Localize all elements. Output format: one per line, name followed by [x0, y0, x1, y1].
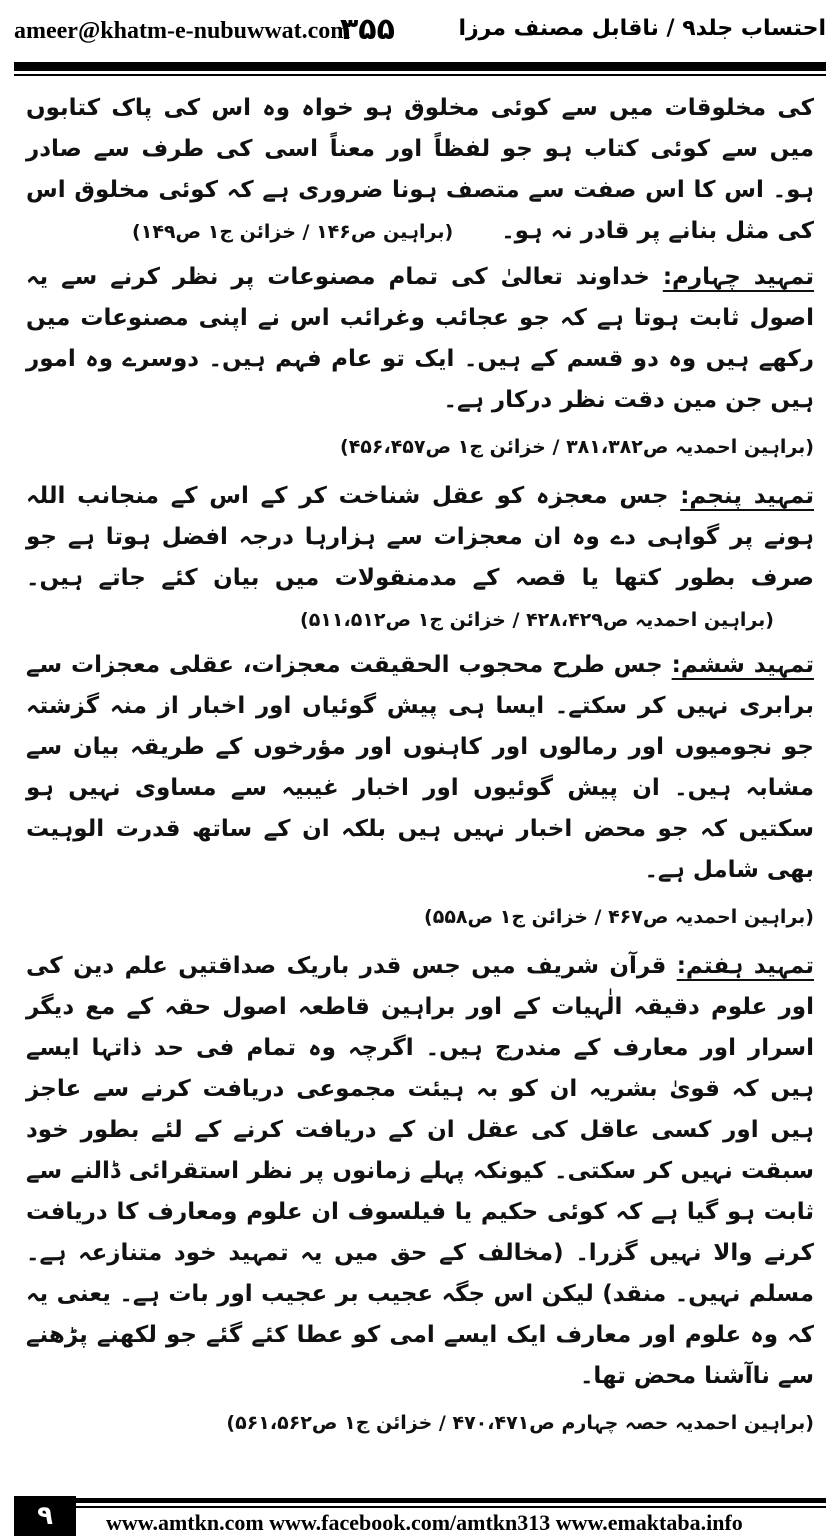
section-heading: تمہید پنجم:	[680, 483, 814, 509]
header-rule-thick	[14, 62, 826, 71]
reference-citation: (براہین احمدیہ ص۳۸۱،۳۸۲ / خزائن ج۱ ص۴۵۶،۴۵۷)	[340, 436, 814, 458]
paragraph-text: جس طرح محجوب الحقیقت معجزات، عقلی معجزات سے برابری نہیں کر سکتے۔ ایسا ہی پیش گوئیاں اور اخبار از منہ گزشتہ جو نجومیوں اور رمالوں اور کاہنوں اور مؤرخوں کے طریقہ بیان سے مشابہ ہیں۔ ان پیش گوئیوں اور اخبار غیبیہ سے مساوی نہیں ہو سکتیں کہ جو محض اخبار نہیں ہیں بلکہ ان کے ساتھ قدرت الوہیت بھی شامل ہے۔	[26, 652, 814, 883]
footer-page-number: ۹	[14, 1496, 76, 1536]
paragraph-continuation	[26, 88, 814, 253]
paragraph-tamheed-7	[26, 946, 814, 1397]
section-heading: تمہید ششم:	[671, 652, 814, 678]
section-heading: تمہید ہفتم:	[676, 953, 814, 979]
paragraph-text: جس معجزہ کو عقل شناخت کر کے اس کے منجانب اللہ ہونے پر گواہی دے وہ ان معجزات سے ہزارہا درجہ افضل ہوتا ہے جو صرف بطور کتھا یا قصہ کے مدمنقولات میں بیان کئے جاتے ہیں۔	[26, 483, 814, 591]
footer-urls: www.amtkn.com www.facebook.com/amtkn313 www.emaktaba.info	[106, 1510, 743, 1535]
header-email: ameer@khatm-e-nubuwwat.com	[14, 18, 351, 44]
section-heading: تمہید چہارم:	[662, 264, 815, 290]
paragraph-tamheed-4	[26, 257, 814, 421]
footer-rule-thin	[76, 1506, 826, 1508]
reference-citation: (براہین احمدیہ حصہ چہارم ص۴۷۰،۴۷۱ / خزائن ج۱ ص۵۶۱،۵۶۲)	[226, 1412, 814, 1434]
footer-rule-thick	[76, 1498, 826, 1503]
reference-citation: (براہین احمدیہ ص۴۶۷ / خزائن ج۱ ص۵۵۸)	[424, 906, 814, 928]
paragraph-tamheed-6	[26, 645, 814, 891]
reference-citation: (براہین احمدیہ ص۴۲۸،۴۲۹ / خزائن ج۱ ص۵۱۱،۵۱۲)	[300, 609, 774, 631]
header-rule-thin	[14, 74, 826, 76]
page-footer	[14, 1496, 826, 1536]
paragraph-tamheed-5	[26, 476, 814, 641]
header-book-title: احتساب جلد۹ / ناقابل مصنف مرزا	[458, 16, 826, 41]
page-header	[14, 12, 826, 52]
reference-citation: (براہین ص۱۴۶ / خزائن ج۱ ص۱۴۹)	[132, 221, 454, 243]
page-content	[26, 88, 814, 1452]
header-page-number: ۳۵۵	[340, 12, 395, 47]
paragraph-text: کی مخلوقات میں سے کوئی مخلوق ہو خواہ وہ اس کی پاک کتابوں میں سے کوئی کتاب ہو جو لفظاً اور معناً اسی کی طرف سے صادر ہو۔ اس کا اس صفت سے متصف ہونا ضروری ہے کہ کوئی مخلوق اس کی مثل بنانے پر قادر نہ ہو۔	[26, 95, 814, 244]
paragraph-text: خداوند تعالیٰ کی تمام مصنوعات پر نظر کرنے سے یہ اصول ثابت ہوتا ہے کہ جو عجائب وغرائب اس نے اپنی مصنوعات میں رکھے ہیں وہ دو قسم کے ہیں۔ ایک تو عام فہم ہیں۔ دوسرے وہ امور ہیں جن مین دقت نظر درکار ہے۔	[26, 264, 814, 413]
paragraph-text: قرآن شریف میں جس قدر باریک صداقتیں علم دین کی اور علوم دقیقہ الٰہیات کے اور براہین قاطعہ اصول حقہ کے مع دیگر اسرار اور معارف کے مندرج ہیں۔ اگرچہ وہ تمام فی حد ذاتہا ایسے ہیں کہ قویٰ بشریہ ان کو بہ ہیئت مجموعی دریافت کرنے سے عاجز ہیں اور کسی عاقل کی عقل ان کے دریافت کرنے کے لئے بطور خود سبقت نہیں کر سکتی۔ کیونکہ پہلے زمانوں پر نظر استقرائی ڈالنے سے ثابت ہو گیا ہے کہ کوئی حکیم یا فیلسوف ان علوم ومعارف کا دریافت کرنے والا نہیں گزرا۔ (مخالف کے حق میں یہ تمہید خود متنازعہ ہے۔ مسلم نہیں۔ منقد) لیکن اس جگہ عجیب بر عجیب اور بات ہے۔ یعنی یہ کہ وہ علوم اور معارف ایک ایسے امی کو عطا کئے گئے جو لکھنے پڑھنے سے ناآشنا محض تھا۔	[26, 953, 814, 1389]
